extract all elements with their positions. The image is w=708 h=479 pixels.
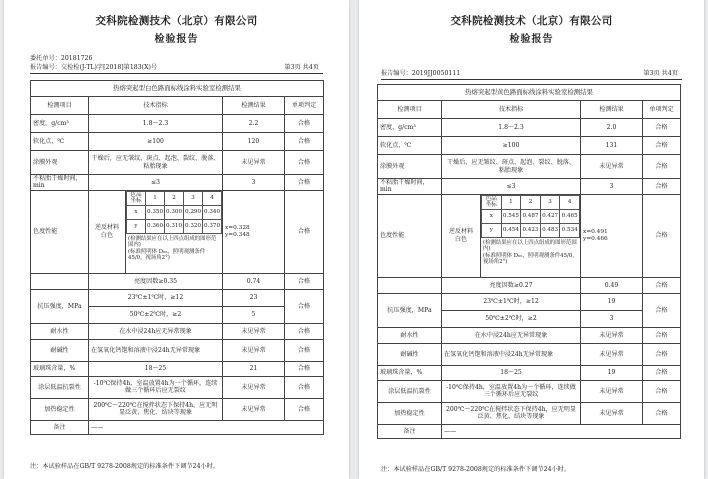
soften-result: 120 <box>223 133 285 151</box>
coord-note: (检测结果应在以上四点组成的图形范围内) (标准照明体 D₆₅，照明观测条件45/0，视场角2°) <box>483 239 578 266</box>
report-title: 检验报告 <box>509 34 554 45</box>
color-result: x=0.328 y=0.348 <box>223 190 285 273</box>
report-number: 报告编号：2019JJ0050111 <box>381 70 461 77</box>
coord-x-3: 0.290 <box>184 205 203 219</box>
page-number: 第3页 共4页 <box>284 64 319 71</box>
density-result: 2.2 <box>223 115 285 133</box>
coat-verdict: 合格 <box>285 151 324 175</box>
water-label: 耐水性 <box>378 327 442 343</box>
compress-label: 抗压强度，MPa <box>378 293 442 327</box>
coord-header-1: 1 <box>501 195 521 209</box>
compress-spec-23: 23℃±1℃时，≥12 <box>442 293 581 310</box>
coord-header-4: 4 <box>560 195 580 209</box>
compress-spec-50: 50℃±2℃时，≥2 <box>442 310 581 327</box>
alkali-result: 未见异常 <box>223 339 285 361</box>
density-verdict: 合格 <box>285 115 324 133</box>
remark-value: —— <box>442 424 681 438</box>
coord-y-3: 0.483 <box>540 223 560 237</box>
compress-result-23: 23 <box>223 289 285 306</box>
coord-y-1: 0.360 <box>146 219 165 233</box>
order-number: 委托单号：20181726 <box>30 55 93 62</box>
water-result: 未见异常 <box>223 323 285 339</box>
bead-verdict: 合格 <box>643 365 681 380</box>
bead-label: 玻璃珠含量，% <box>378 365 442 380</box>
coord-x-4: 0.340 <box>203 205 222 219</box>
coord-y-label: y <box>482 223 502 237</box>
compress-result-50: 5 <box>223 306 285 323</box>
dry-spec: ≤3 <box>442 179 581 195</box>
compress-result-50: 3 <box>581 310 643 327</box>
report-title: 检验报告 <box>154 34 199 45</box>
water-verdict: 合格 <box>643 327 681 343</box>
coord-header-3: 3 <box>184 191 203 205</box>
density-label: 密度，g/cm³ <box>378 119 442 137</box>
heat-verdict: 合格 <box>285 398 324 420</box>
result-table <box>377 84 681 439</box>
soften-result: 131 <box>581 137 643 155</box>
coat-spec: 干燥后，应无皱纹、斑点、起泡、裂纹、脱落、粘胎现象 <box>442 155 581 179</box>
coord-x-1: 0.350 <box>146 205 165 219</box>
header-verdict: 单项判定 <box>285 97 324 115</box>
crack-spec: -10℃保持4h，室温放置4h为一个循环，连续做三个循环后应无裂纹 <box>89 376 223 398</box>
compress-label: 抗压强度，MPa <box>31 289 89 323</box>
coord-x-label: x <box>127 205 146 219</box>
header-item: 检测项目 <box>378 101 442 119</box>
crack-result: 未见异常 <box>223 376 285 398</box>
soften-verdict: 合格 <box>643 137 681 155</box>
color-result: x=0.491 y=0.466 <box>581 194 643 277</box>
lum-result: 0.74 <box>223 273 285 289</box>
compress-verdict: 合格 <box>643 293 681 327</box>
remark-value: —— <box>89 420 324 434</box>
heat-label: 加热稳定性 <box>378 402 442 424</box>
coord-x-1: 0.545 <box>501 209 521 223</box>
page-number: 第3页 共4页 <box>643 70 678 77</box>
lum-verdict: 合格 <box>285 273 324 289</box>
coord-header-label: 色品 坐标 <box>482 195 502 209</box>
table-title: 热熔突起型白色路面标线涂料实验室检测结果 <box>31 81 324 97</box>
footnote: 注：本试验样品在GB/T 9278-2008规定的标准条件下调节24小时。 <box>381 466 571 473</box>
alkali-verdict: 合格 <box>285 339 324 361</box>
coord-header-2: 2 <box>521 195 541 209</box>
coat-label: 涂膜外观 <box>378 155 442 179</box>
coat-verdict: 合格 <box>643 155 681 179</box>
header-result: 检测结果 <box>223 97 285 115</box>
coat-label: 涂膜外观 <box>31 151 89 175</box>
dry-verdict: 合格 <box>285 175 324 191</box>
header-spec: 技术指标 <box>442 101 581 119</box>
coord-y-4: 0.370 <box>203 219 222 233</box>
remark-label: 备注 <box>31 420 89 434</box>
report-number: 报告编号：交检检(J-TL)字[2018]第183(X)号 <box>30 64 158 71</box>
heat-spec: 200℃～220℃在搅拌状态下保持4h，应无明显泛黄、焦化、结块等现象 <box>442 402 581 424</box>
crack-verdict: 合格 <box>285 376 324 398</box>
water-spec: 在水中浸24h应无异常现象 <box>442 327 581 343</box>
footnote: 注：本试验样品在GB/T 9278-2008规定的标准条件下调节24小时。 <box>30 463 220 470</box>
coord-table <box>481 195 580 238</box>
density-label: 密度，g/cm³ <box>31 115 89 133</box>
coord-table <box>126 191 222 234</box>
company-name: 交科院检测技术（北京）有限公司 <box>450 15 613 27</box>
soften-spec: ≥100 <box>89 133 223 151</box>
compress-spec-50: 50℃±2℃时，≥2 <box>89 306 223 323</box>
reflect-label: 逆反材料 白色 <box>442 195 481 277</box>
coat-spec: 干燥后，应无皱纹、斑点、起泡、裂纹、脱落、粘胎现象 <box>89 151 223 175</box>
crack-spec: -10℃保持4h，室温放置4h为一个循环，连续做三个循环后应无裂纹 <box>442 380 581 402</box>
coord-y-2: 0.310 <box>165 219 184 233</box>
coord-y-label: y <box>127 219 146 233</box>
water-label: 耐水性 <box>31 323 89 339</box>
coord-x-2: 0.487 <box>521 209 541 223</box>
alkali-spec: 在氢氧化钙饱和溶液中浸24h无异常现象 <box>442 343 581 365</box>
coord-y-3: 0.320 <box>184 219 203 233</box>
density-verdict: 合格 <box>643 119 681 137</box>
coord-y-1: 0.454 <box>501 223 521 237</box>
lum-result: 0.49 <box>581 277 643 293</box>
color-label: 色度性能 <box>378 194 442 277</box>
compress-verdict: 合格 <box>285 289 324 323</box>
heat-result: 未见异常 <box>223 398 285 420</box>
water-verdict: 合格 <box>285 323 324 339</box>
coord-x-4: 0.465 <box>560 209 580 223</box>
result-table <box>30 80 324 435</box>
lum-verdict: 合格 <box>643 277 681 293</box>
alkali-spec: 在氢氧化钙饱和溶液中浸24h无异常现象 <box>89 339 223 361</box>
soften-label: 软化点，℃ <box>31 133 89 151</box>
coat-result: 未见异常 <box>223 151 285 175</box>
coord-y-4: 0.534 <box>560 223 580 237</box>
crack-label: 涂层低温抗裂性 <box>378 380 442 402</box>
water-spec: 在水中浸24h应无异常现象 <box>89 323 223 339</box>
coord-header-1: 1 <box>146 191 165 205</box>
bead-result: 21 <box>223 361 285 376</box>
reflect-label: 逆反材料 白色 <box>89 191 126 273</box>
header-spec: 技术指标 <box>89 97 223 115</box>
heat-result: 未见异常 <box>581 402 643 424</box>
soften-verdict: 合格 <box>285 133 324 151</box>
header-result: 检测结果 <box>581 101 643 119</box>
coord-header-label: 色品 坐标 <box>127 191 146 205</box>
coord-x-2: 0.300 <box>165 205 184 219</box>
alkali-label: 耐碱性 <box>31 339 89 361</box>
heat-label: 加热稳定性 <box>31 398 89 420</box>
soften-label: 软化点，℃ <box>378 137 442 155</box>
header-rule <box>30 73 323 74</box>
alkali-label: 耐碱性 <box>378 343 442 365</box>
company-name: 交科院检测技术（北京）有限公司 <box>95 15 258 27</box>
crack-verdict: 合格 <box>643 380 681 402</box>
bead-verdict: 合格 <box>285 361 324 376</box>
coord-y-2: 0.423 <box>521 223 541 237</box>
crack-label: 涂层低温抗裂性 <box>31 376 89 398</box>
bead-spec: 18～25 <box>442 365 581 380</box>
density-result: 2.0 <box>581 119 643 137</box>
coord-x-3: 0.427 <box>540 209 560 223</box>
report-page-left <box>4 0 349 479</box>
dry-label: 不粘胎干燥时间，min <box>31 175 89 191</box>
header-verdict: 单项判定 <box>643 101 681 119</box>
heat-spec: 200℃～220℃在搅拌状态下保持4h，应无明显泛黄、焦化、结块等现象 <box>89 398 223 420</box>
density-spec: 1.8～2.3 <box>442 119 581 137</box>
alkali-result: 未见异常 <box>581 343 643 365</box>
color-verdict: 合格 <box>285 190 324 273</box>
dry-verdict: 合格 <box>643 179 681 195</box>
coord-note: (检测结果应在以上四点组成的图形范围内) (标准照明体 D₆₅，照明观测条件45/0，视场角2°) <box>128 235 217 262</box>
alkali-verdict: 合格 <box>643 343 681 365</box>
soften-spec: ≥100 <box>442 137 581 155</box>
coat-result: 未见异常 <box>581 155 643 179</box>
dry-spec: ≤3 <box>89 175 223 191</box>
lum-spec: 亮度因数≥0.27 <box>442 277 581 293</box>
header-item: 检测项目 <box>31 97 89 115</box>
coord-header-4: 4 <box>203 191 222 205</box>
bead-result: 19 <box>581 365 643 380</box>
compress-spec-23: 23℃±1℃时，≥12 <box>89 289 223 306</box>
bead-label: 玻璃珠含量，% <box>31 361 89 376</box>
water-result: 未见异常 <box>581 327 643 343</box>
lum-spec: 亮度因数≥0.35 <box>89 273 223 289</box>
header-rule <box>381 79 682 80</box>
dry-result: 3 <box>581 179 643 195</box>
report-page-right <box>359 0 704 479</box>
dry-result: 3 <box>223 175 285 191</box>
color-label: 色度性能 <box>31 190 89 273</box>
table-title: 热熔突起型黄色路面标线涂料实验室检测结果 <box>378 85 681 101</box>
coord-header-3: 3 <box>540 195 560 209</box>
coord-header-2: 2 <box>165 191 184 205</box>
density-spec: 1.8～2.3 <box>89 115 223 133</box>
dry-label: 不粘胎干燥时间，min <box>378 179 442 195</box>
crack-result: 未见异常 <box>581 380 643 402</box>
color-verdict: 合格 <box>643 194 681 277</box>
coord-x-label: x <box>482 209 502 223</box>
compress-result-23: 19 <box>581 293 643 310</box>
remark-label: 备注 <box>378 424 442 438</box>
heat-verdict: 合格 <box>643 402 681 424</box>
bead-spec: 18～25 <box>89 361 223 376</box>
